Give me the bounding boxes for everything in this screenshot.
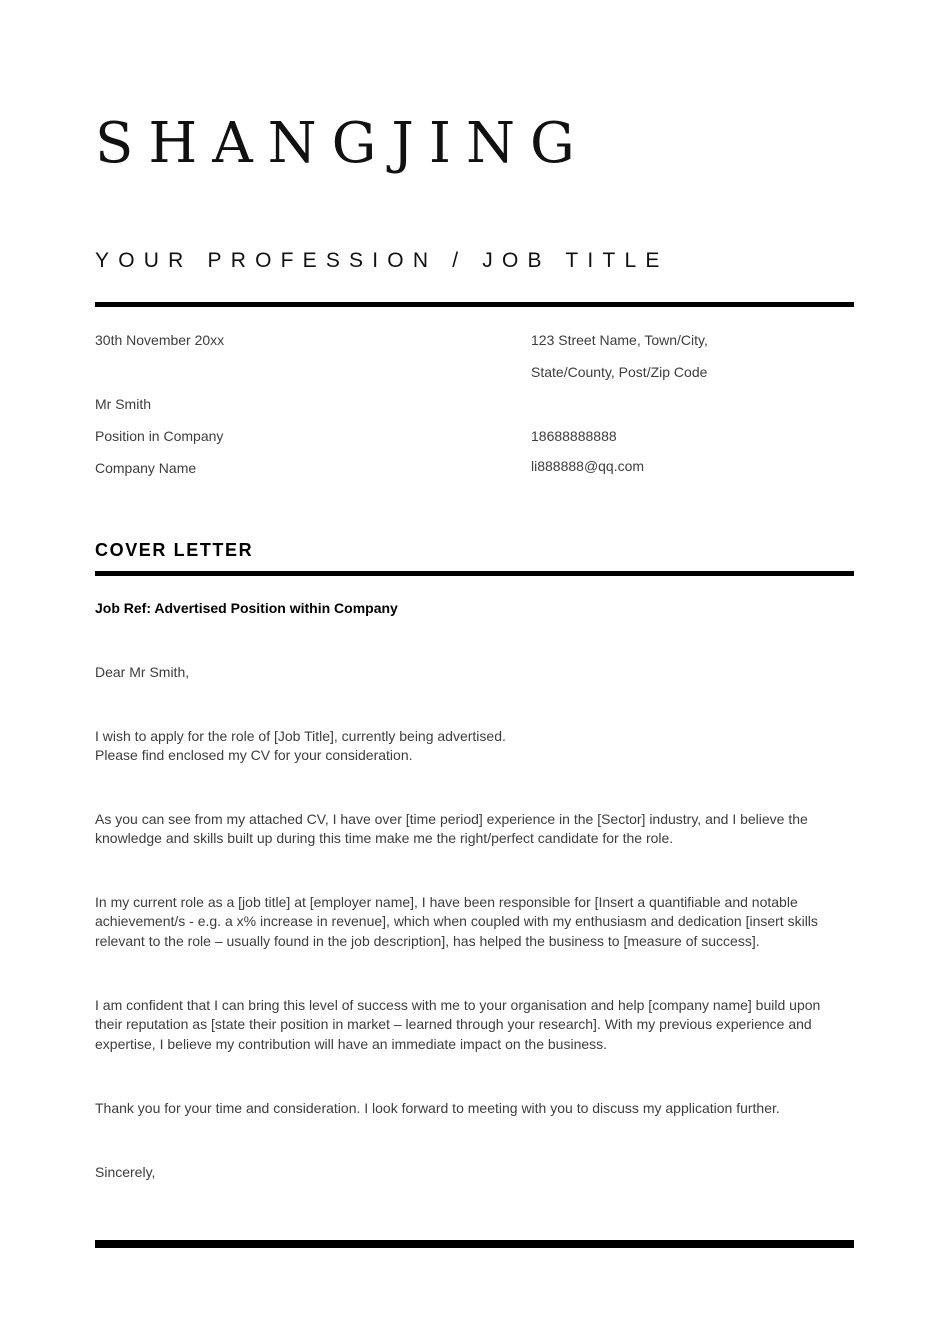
paragraph-confidence: I am confident that I can bring this level of success with me to your organisation and help [company name] build upon their reputation as [state their position in market – learned through your research]. With my previous experience and expertise, I believe my contribution will have an immediate impact on the business. — [95, 997, 821, 1052]
paragraph-experience: As you can see from my attached CV, I have over [time period] experience in the [Sector] industry, and I believe the knowledge and skills built up during this time make me the right/perfect candidate for the role. — [95, 811, 808, 847]
letter-date: 30th November 20xx — [95, 332, 225, 348]
applicant-name: SHANGJING — [95, 111, 590, 176]
recipient-position: Position in Company — [95, 428, 224, 444]
profession-title: YOUR PROFESSION / JOB TITLE — [95, 249, 669, 272]
closing: Sincerely, — [95, 1164, 156, 1180]
header-divider — [95, 302, 854, 307]
address-line-1: 123 Street Name, Town/City, — [531, 332, 708, 348]
job-reference: Job Ref: Advertised Position within Company — [95, 600, 398, 616]
recipient-company: Company Name — [95, 460, 197, 476]
paragraph-intro-line-1: I wish to apply for the role of [Job Title], currently being advertised. — [95, 728, 506, 744]
paragraph-current-role: In my current role as a [job title] at [employer name], I have been responsible for [Insert a quantifiable and notable achievement/s - e.g. a x% increase in revenue], which when coupled with my enthusiasm and dedication [insert skills relevant to the role – usually found in the job description], has helped the business to [measure of success]. — [95, 894, 818, 949]
salutation: Dear Mr Smith, — [95, 664, 190, 680]
paragraph-thanks: Thank you for your time and consideration. I look forward to meeting with you to discuss my application further. — [95, 1100, 780, 1116]
section-title-cover-letter: COVER LETTER — [95, 540, 254, 560]
section-divider — [95, 571, 854, 576]
footer-divider — [95, 1240, 854, 1248]
phone-number: 18688888888 — [531, 428, 617, 444]
recipient-name: Mr Smith — [95, 396, 151, 412]
email-address: li888888@qq.com — [531, 458, 645, 474]
address-line-2: State/County, Post/Zip Code — [531, 364, 708, 380]
paragraph-intro — [95, 727, 835, 766]
paragraph-intro-line-2: Please find enclosed my CV for your consideration. — [95, 747, 413, 764]
